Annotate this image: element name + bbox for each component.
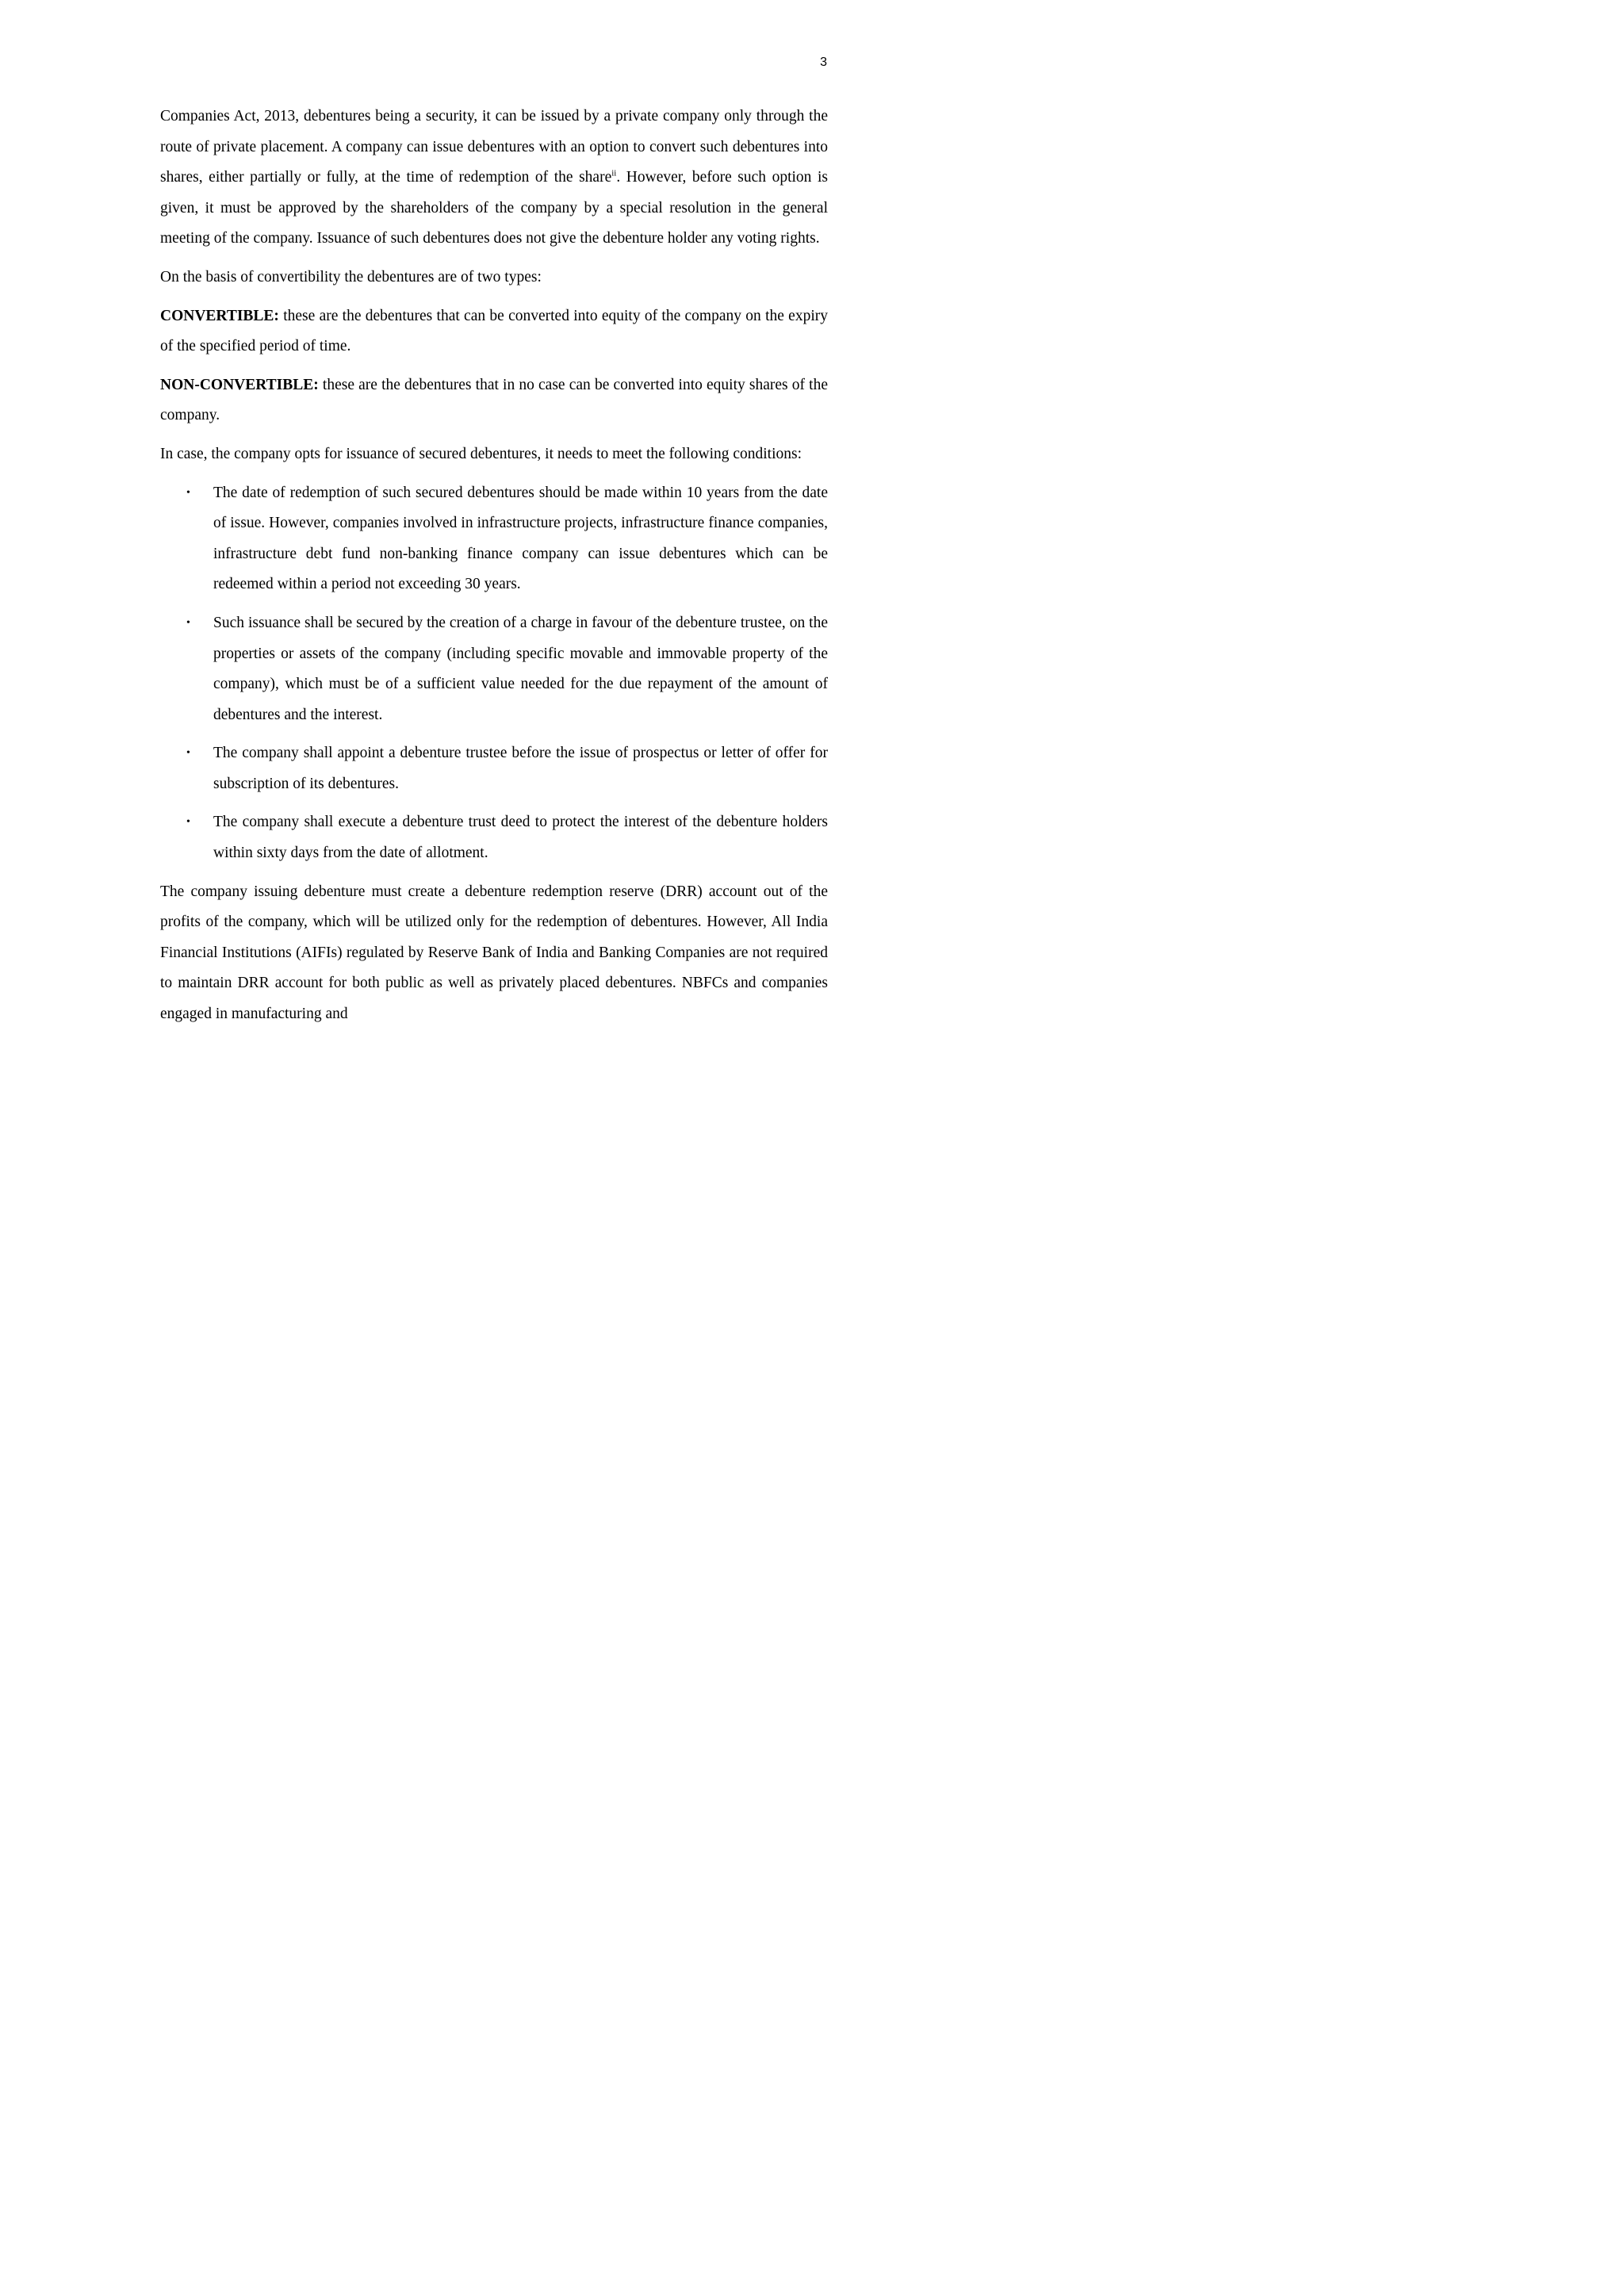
definition-convertible: these are the debentures that can be converted into equity of the company on the expiry of the specified period of time. (160, 307, 828, 355)
paragraph-convertible (160, 301, 828, 362)
bullet-icon: • (186, 486, 190, 499)
paragraph-convertibility-intro: On the basis of convertibility the debentures are of two types: (160, 268, 542, 285)
paragraph-drr: The company issuing debenture must create a debenture redemption reserve (DRR) account out of the profits of the company, which will be utilized only for the redemption of debentures. However, All India Financial Institutions (AIFIs) regulated by Reserve Bank of India and Banking Companies are not required to maintain DRR account for both public as well as privately placed debentures. NBFCs and companies engaged in manufacturing and (160, 883, 828, 1023)
list-item-text: Such issuance shall be secured by the creation of a charge in favour of the debenture trustee, on the properties or assets of the company (including specific movable and immovable property of the company), which must be of a sufficient value needed for the due repayment of the amount of debentures and the interest. (213, 614, 828, 723)
bullet-icon: • (186, 816, 190, 829)
paragraph-non-convertible (160, 370, 828, 431)
list-item-text: The company shall appoint a debenture trustee before the issue of prospectus or letter of offer for subscription of its debentures. (213, 745, 828, 792)
paragraph-debenture-issuance (160, 102, 828, 255)
conditions-list (160, 478, 828, 869)
list-item-text: The date of redemption of such secured debentures should be made within 10 years from the date of issue. However, companies involved in infrastructure projects, infrastructure finance companies, infrastructure debt fund non-banking finance company can issue debentures which can be redeemed within a period not exceeding 30 years. (213, 484, 828, 593)
list-item (160, 807, 828, 868)
paragraph-text: . However, before such option is given, it must be approved by the shareholders of the company by a special resolution in the general meeting of the company. Issuance of such debentures does not give the debenture holder any voting rights. (160, 169, 828, 247)
page-body (160, 102, 828, 1038)
definition-non-convertible: these are the debentures that in no case can be converted into equity shares of the company. (160, 376, 828, 424)
paragraph-secured-conditions-intro: In case, the company opts for issuance of secured debentures, it needs to meet the following conditions: (160, 445, 802, 462)
endnote-reference: ii (611, 168, 617, 178)
term-convertible: CONVERTIBLE: (160, 307, 279, 324)
document-page (0, 0, 875, 1236)
page-number: 3 (820, 56, 827, 69)
list-item (160, 478, 828, 600)
bullet-icon: • (186, 616, 190, 629)
list-item (160, 608, 828, 730)
list-item (160, 738, 828, 799)
paragraph-text: Companies Act, 2013, debentures being a security, it can be issued by a private company only through the route of private placement. A company can issue debentures with an option to convert such debentures into shares, either partially or fully, at the time of redemption of the share (160, 108, 828, 186)
list-item-text: The company shall execute a debenture trust deed to protect the interest of the debenture holders within sixty days from the date of allotment. (213, 814, 828, 862)
term-non-convertible: NON-CONVERTIBLE: (160, 376, 319, 393)
bullet-icon: • (186, 747, 190, 760)
